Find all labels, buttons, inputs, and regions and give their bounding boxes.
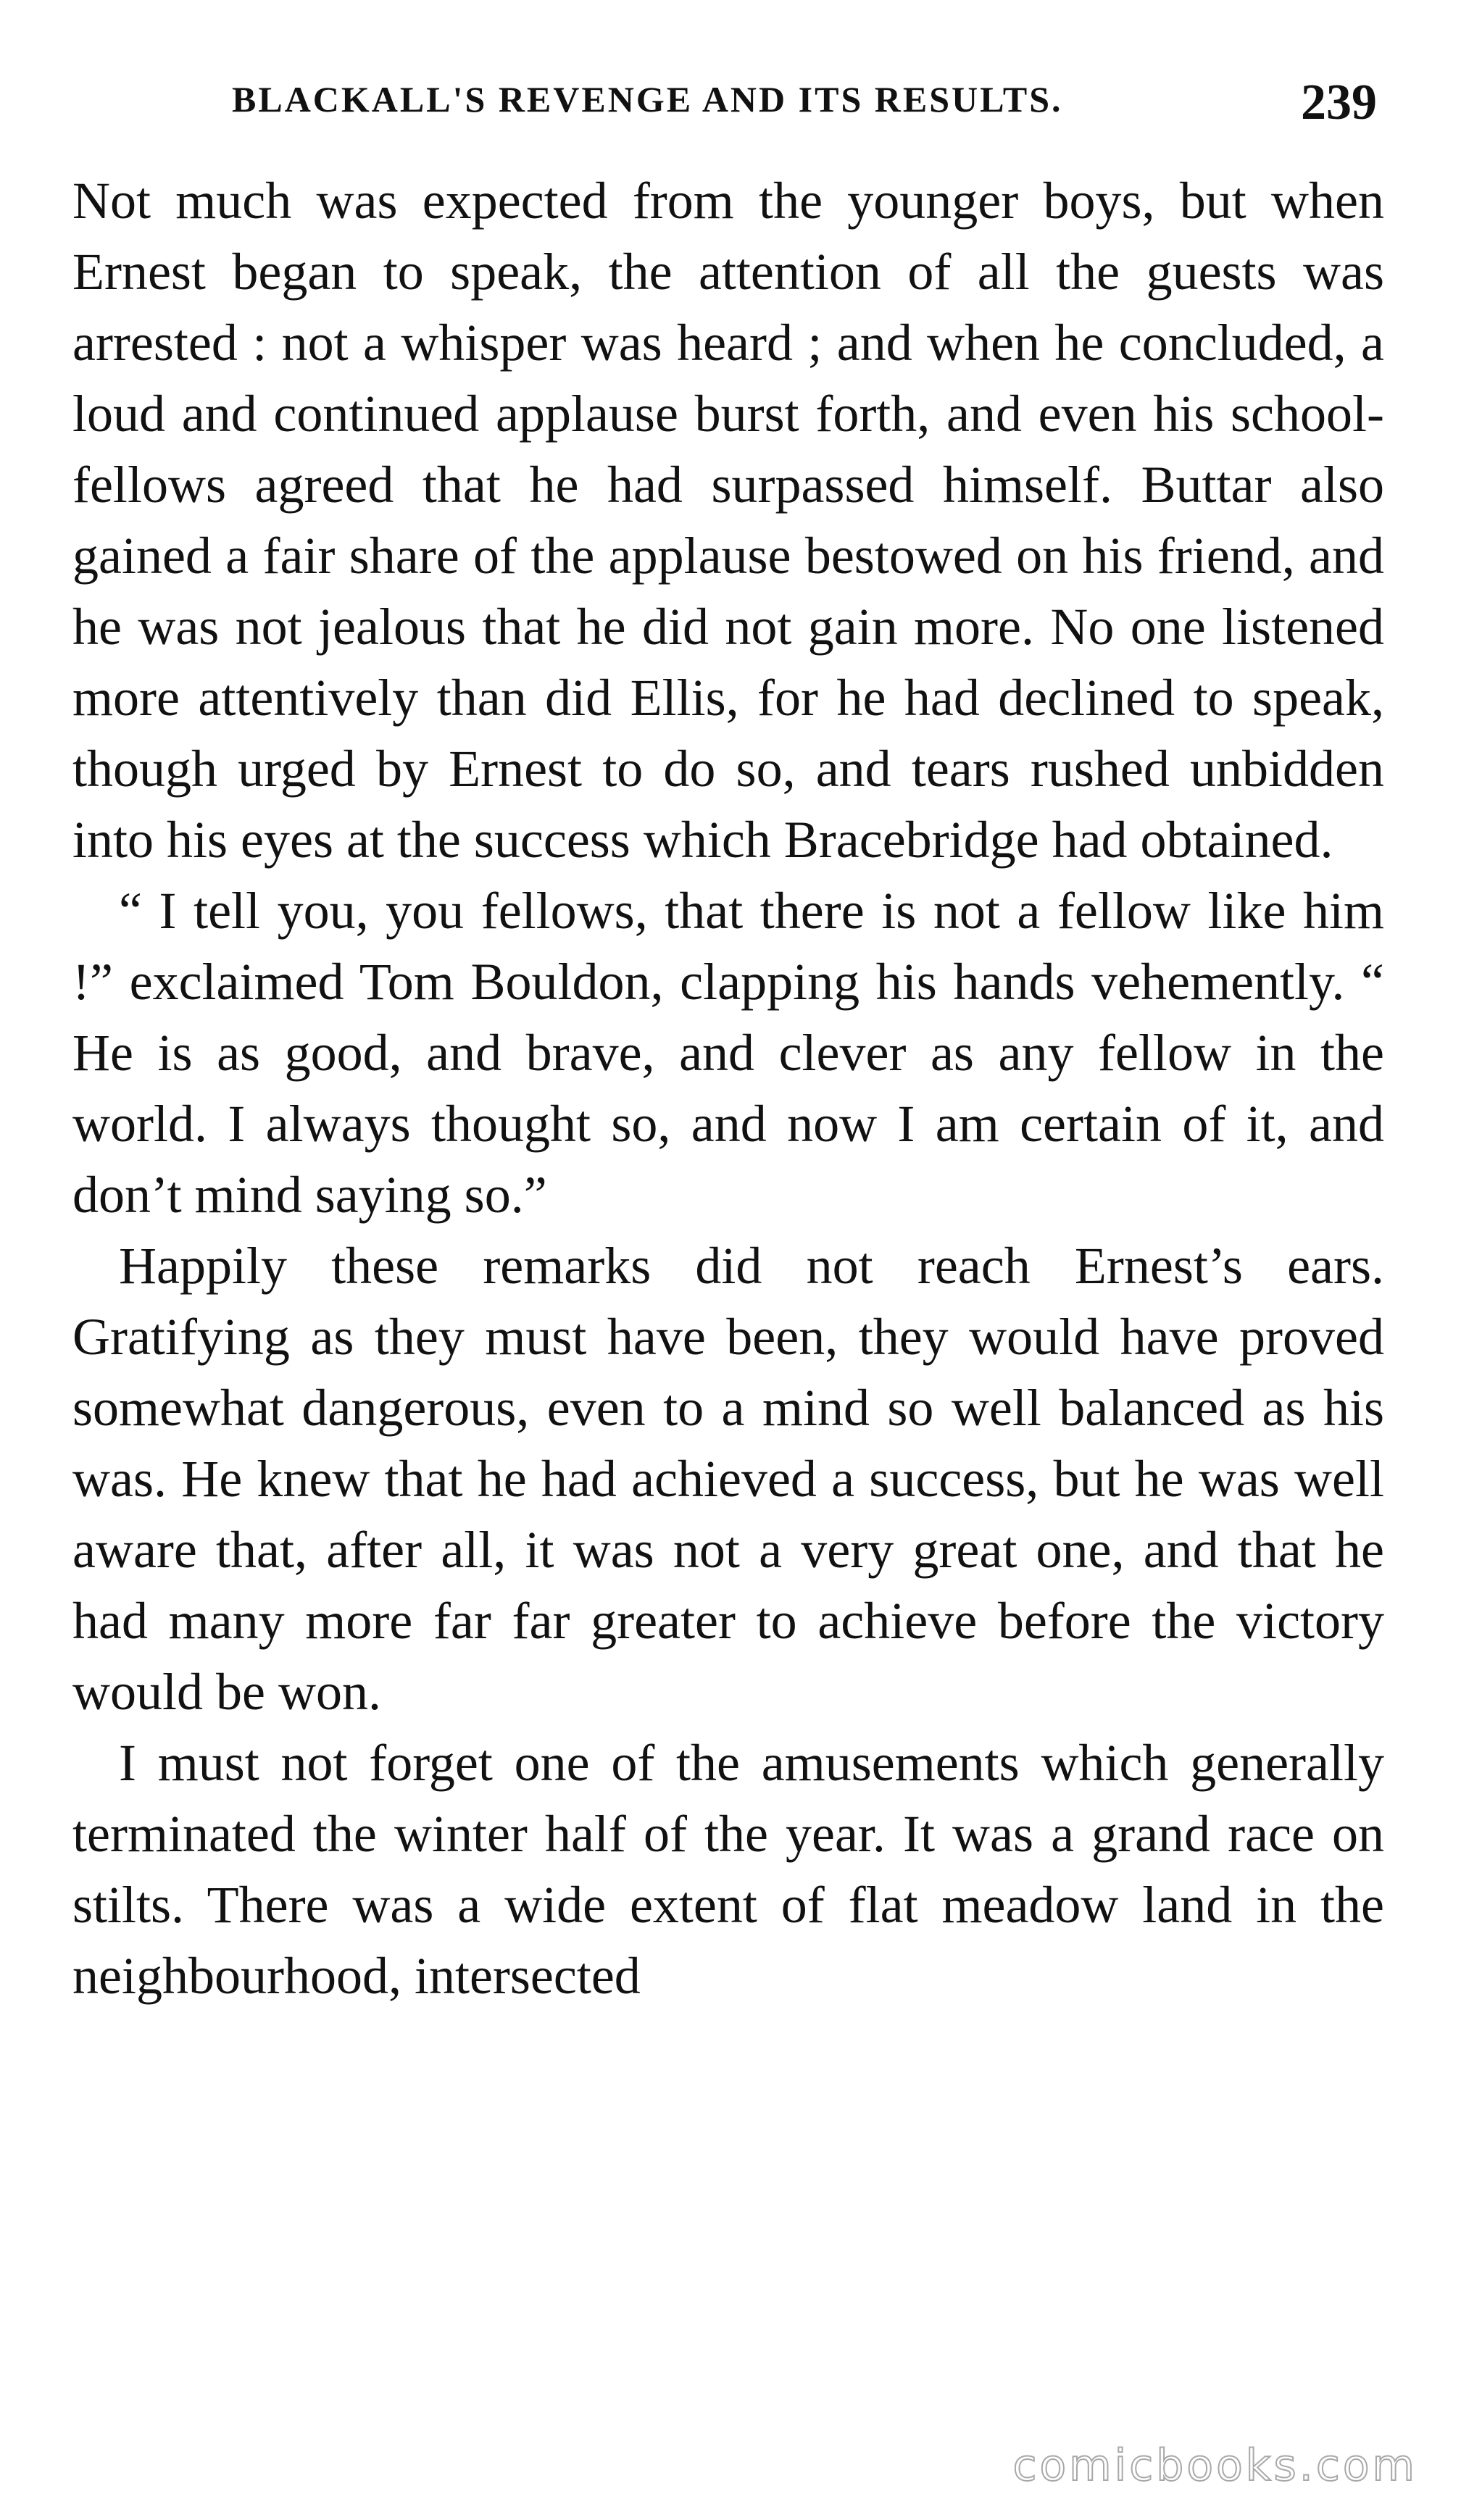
running-head <box>232 75 1377 136</box>
watermark-logo: comicbooks.com <box>1012 2440 1418 2491</box>
running-title: BLACKALL'S REVENGE AND ITS RESULTS. <box>232 79 1063 120</box>
paragraph-1: Not much was expected from the younger boys, but when Ernest began to speak, the attention of all the guests was arrested : not a whisper was heard ; and when he concluded, a loud and continued applause burst forth, and even his school-fellows agreed that he had surpassed himself. Buttar also gained a fair share of the applause bestowed on his friend, and he was not jealous that he did not gain more. No one listened more attentively than did Ellis, for he had declined to speak, though urged by Ernest to do so, and tears rushed unbidden into his eyes at the success which Bracebridge had obtained. <box>72 172 1384 869</box>
page-number: 239 <box>1301 75 1377 130</box>
paragraph-3: Happily these remarks did not reach Ernest’s ears. Gratifying as they must have been, they would have proved somewhat dangerous, even to a mind so well balanced as his was. He knew that he had achieved a success, but he was well aware that, after all, it was not a very great one, and that he had many more far far greater to achieve before the victory would be won. <box>72 1237 1384 1721</box>
body-text <box>72 165 1384 2011</box>
paragraph-4: I must not forget one of the amusements which generally terminated the winter half of the year. It was a grand race on stilts. There was a wide extent of flat meadow land in the neighbourhood, intersected <box>72 1734 1384 2005</box>
paragraph-2: “ I tell you, you fellows, that there is not a fellow like him !” exclaimed Tom Bouldon, clapping his hands vehemently. “ He is as good, and brave, and clever as any fellow in the world. I always thought so, and now I am certain of it, and don’t mind saying so.” <box>72 882 1384 1224</box>
